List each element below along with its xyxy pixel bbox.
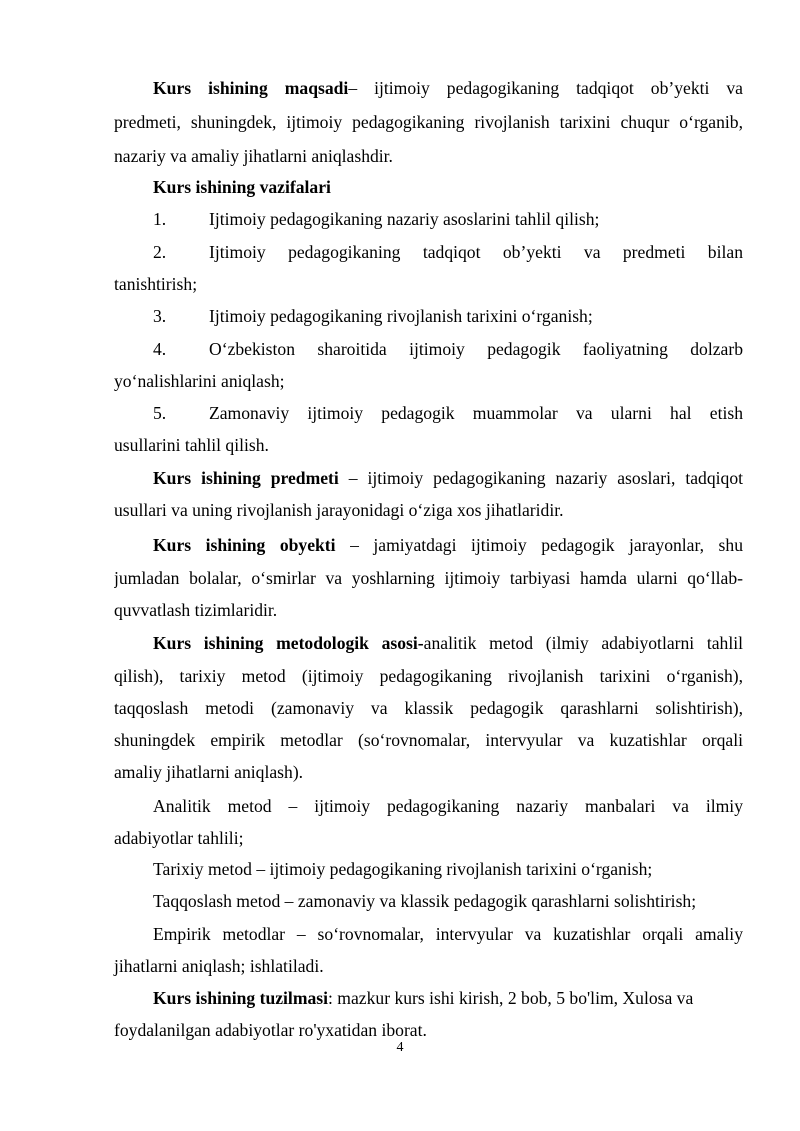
purpose-line-1 [153, 71, 743, 105]
methodology-line-4: shuningdek empirik metodlar (so‘rovnomalar, intervyular va kuzatishlar orqali [114, 730, 743, 750]
methodology-label: Kurs ishining metodologik asosi- [153, 633, 424, 653]
task-item-4-cont: yo‘nalishlarini aniqlash; [114, 371, 285, 391]
historical-method: Tarixiy metod – ijtimoiy pedagogikaning rivojlanish tarixini o‘rganish; [153, 859, 653, 879]
task-text: Zamonaviy ijtimoiy pedagogik muammolar va ularni hal etish [209, 403, 743, 423]
task-item-3 [153, 299, 743, 333]
tasks-heading: Kurs ishining vazifalari [153, 177, 331, 197]
object-text: – jamiyatdagi ijtimoiy pedagogik jarayonlar, shu [335, 535, 743, 555]
methodology-line-2: qilish), tarixiy metod (ijtimoiy pedagogikaning rivojlanish tarixini o‘rganish), [114, 666, 743, 686]
methodology-text: analitik metod (ilmiy adabiyotlarni tahlil [423, 633, 743, 653]
analytic-method-line-2: adabiyotlar tahlili; [114, 828, 244, 848]
object-line-2: jumladan bolalar, o‘smirlar va yoshlarning ijtimoiy tarbiyasi hamda ularni qo‘llab- [114, 568, 743, 588]
structure-line-2: foydalanilgan adabiyotlar ro'yxatidan iborat. [114, 1020, 427, 1040]
methodology-line-1 [153, 626, 743, 660]
subject-line-1 [153, 461, 743, 495]
structure-line-1 [153, 981, 743, 1015]
object-line-1 [153, 528, 743, 562]
comparative-method: Taqqoslash metod – zamonaviy va klassik pedagogik qarashlarni solishtirish; [153, 891, 697, 911]
task-item-1 [153, 202, 743, 236]
task-number: 1. [153, 209, 167, 229]
task-text: O‘zbekiston sharoitida ijtimoiy pedagogik faoliyatning dolzarb [209, 339, 743, 359]
task-number: 4. [153, 339, 167, 359]
task-item-2-cont: tanishtirish; [114, 274, 198, 294]
purpose-label: Kurs ishining maqsadi [153, 78, 349, 98]
task-number: 5. [153, 403, 167, 423]
empirical-method-line-1: Empirik metodlar – so‘rovnomalar, intervyular va kuzatishlar orqali amaliy [153, 924, 743, 944]
purpose-line-2: predmeti, shuningdek, ijtimoiy pedagogikaning rivojlanish tarixini chuqur o‘rganib, [114, 112, 743, 132]
task-text: Ijtimoiy pedagogikaning tadqiqot ob’yekti va predmeti bilan [209, 242, 743, 262]
task-item-5 [153, 396, 743, 430]
task-number: 2. [153, 242, 167, 262]
subject-label: Kurs ishining predmeti [153, 468, 339, 488]
object-line-3: quvvatlash tizimlaridir. [114, 600, 278, 620]
task-text: Ijtimoiy pedagogikaning rivojlanish tarixini o‘rganish; [209, 306, 593, 326]
task-text: Ijtimoiy pedagogikaning nazariy asoslarini tahlil qilish; [209, 209, 600, 229]
task-item-2 [153, 235, 743, 269]
task-item-4 [153, 332, 743, 366]
task-number: 3. [153, 306, 167, 326]
page-number: 4 [396, 1040, 404, 1055]
purpose-text: – ijtimoiy pedagogikaning tadqiqot ob’yekti va [348, 78, 743, 98]
methodology-line-3: taqqoslash metodi (zamonaviy va klassik pedagogik qarashlarni solishtirish), [114, 698, 743, 718]
object-label: Kurs ishining obyekti [153, 535, 336, 555]
structure-label: Kurs ishining tuzilmasi [153, 988, 329, 1008]
subject-text: – ijtimoiy pedagogikaning nazariy asoslari, tadqiqot [338, 468, 743, 488]
empirical-method-line-2: jihatlarni aniqlash; ishlatiladi. [114, 956, 324, 976]
structure-text: : mazkur kurs ishi kirish, 2 bob, 5 bo'lim, Xulosa va [328, 988, 694, 1008]
analytic-method-line-1: Analitik metod – ijtimoiy pedagogikaning nazariy manbalari va ilmiy [153, 796, 743, 816]
purpose-line-3: nazariy va amaliy jihatlarni aniqlashdir. [114, 146, 393, 166]
methodology-line-5: amaliy jihatlarni aniqlash). [114, 762, 304, 782]
subject-line-2: usullari va uning rivojlanish jarayonidagi o‘ziga xos jihatlaridir. [114, 500, 564, 520]
task-item-5-cont: usullarini tahlil qilish. [114, 435, 269, 455]
